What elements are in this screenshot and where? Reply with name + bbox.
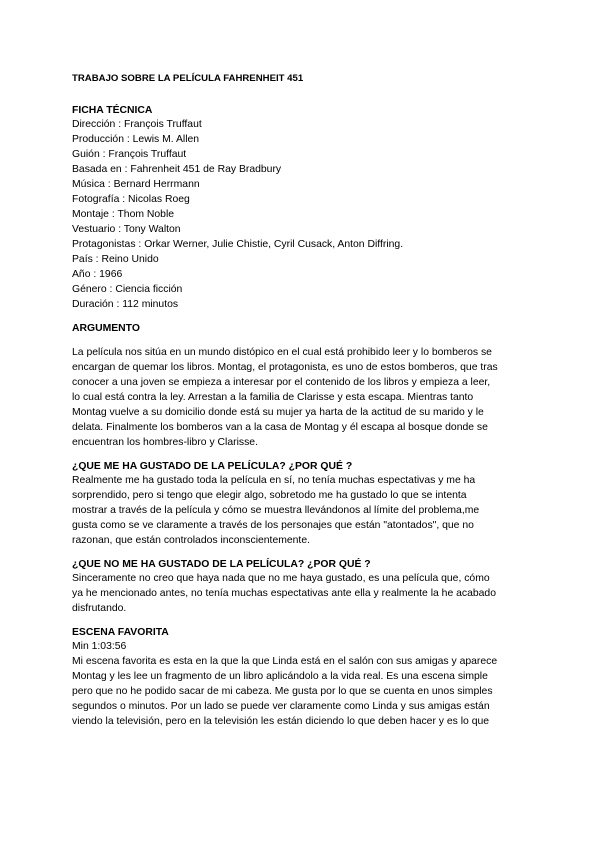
text-line: encuentran los hombres-libro y Clarisse. [72,437,258,448]
text-line: disfrutando. [72,603,127,614]
document-title: TRABAJO SOBRE LA PELÍCULA FAHRENHEIT 451 [72,73,304,84]
text-line: delata. Finalmente los bomberos van a la casa de Montag y él escapa al bosque donde se [72,422,488,433]
ficha-field: Vestuario : Tony Walton [72,224,181,235]
ficha-field: Dirección : François Truffaut [72,119,202,130]
text-line: Montag y les lee un fragmento de un libro aplicándolo a la vida real. Es una escena simple [72,671,488,682]
argumento-heading: ARGUMENTO [72,323,140,334]
ficha-field: Montaje : Thom Noble [72,209,175,220]
ficha-heading: FICHA TÉCNICA [72,105,153,116]
ficha-field: Basada en : Fahrenheit 451 de Ray Bradbury [72,164,282,175]
text-line: gusta como se ve claramente a través de los personajes que están "atontados", que no [72,520,474,531]
ficha-field: Guión : François Truffaut [72,149,187,160]
text-line: Realmente me ha gustado toda la película en sí, no tenía muchas espectativas y me ha [72,475,476,486]
ficha-field: Duración : 112 minutos [72,299,179,310]
text-line: viendo la televisión, pero en la televisión les están diciendo lo que deben hacer y es lo que [72,716,490,727]
text-line: Min 1:03:56 [72,641,127,652]
document-body [72,73,534,729]
text-line: encargan de quemar los libros. Montag, el protagonista, es uno de estos bomberos, que tras [72,362,498,373]
text-line: lo cual está contra la ley. Arrestan a la familia de Clarisse y esta escapa. Mientras tanto [72,392,474,403]
text-line: pero que no he podido sacar de mi cabeza. Me gusta por lo que se cuenta en unos simples [72,686,493,697]
ficha-field: Música : Bernard Herrmann [72,179,200,190]
text-line: razonan, que están controlados inconscientemente. [72,535,310,546]
escena-heading: ESCENA FAVORITA [72,627,169,638]
text-line: La película nos sitúa en un mundo distópico en el cual está prohibido leer y lo bomberos se [72,347,492,358]
text-line: mostrar a través de la película y cómo se muestra llevándonos al límite del problema,me [72,505,480,516]
ficha-field: Fotografía : Nicolas Roeg [72,194,190,205]
escena-paragraph [72,639,534,729]
ficha-field: Año : 1966 [72,269,123,280]
text-line: Sinceramente no creo que haya nada que no me haya gustado, es una película que, cómo [72,573,490,584]
text-line: Montag vuelve a su domicilio donde está su mujer ya harta de la actitud de su marido y le [72,407,484,418]
argumento-paragraph [72,345,534,450]
no-gustado-paragraph [72,571,534,616]
text-line: sorprendido, pero si tengo que elegir algo, sobretodo me ha gustado lo que se intenta [72,490,467,501]
ficha-field: Producción : Lewis M. Allen [72,134,200,145]
text-line: ya he mencionado antes, no tenía muchas espectativas ante ella y realmente la he acabado [72,588,496,599]
gustado-paragraph [72,473,534,548]
text-line: segundos o minutos. Por un lado se puede ver claramente como Linda y sus amigas están [72,701,490,712]
no-gustado-heading: ¿QUE NO ME HA GUSTADO DE LA PELÍCULA? ¿POR QUÉ ? [72,559,371,570]
gustado-heading: ¿QUE ME HA GUSTADO DE LA PELÍCULA? ¿POR QUÉ ? [72,461,353,472]
text-line: conocer a una joven se empieza a interesar por el contenido de los libros y empieza a leer, [72,377,491,388]
ficha-fields [72,117,534,312]
text-line: Mi escena favorita es esta en la que la que Linda está en el salón con sus amigas y aparece [72,656,498,667]
ficha-field: País : Reino Unido [72,254,159,265]
ficha-field: Género : Ciencia ficción [72,284,183,295]
ficha-field: Protagonistas : Orkar Werner, Julie Chistie, Cyril Cusack, Anton Diffring. [72,239,404,250]
